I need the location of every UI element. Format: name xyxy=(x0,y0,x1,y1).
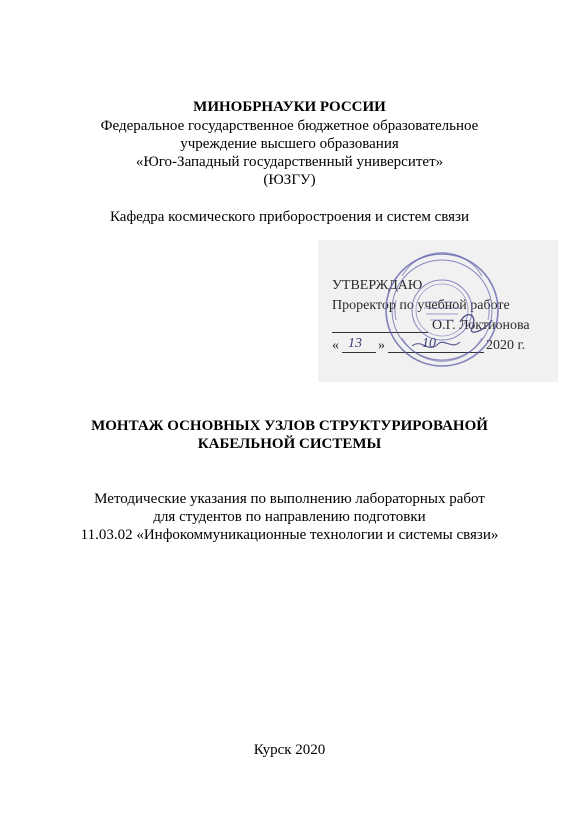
approval-heading: УТВЕРЖДАЮ xyxy=(332,278,423,293)
approval-position: Проректор по учебной работе xyxy=(332,298,510,313)
date-close-quote: » xyxy=(378,338,385,353)
description-line-3: 11.03.02 «Инфокоммуникационные технологии и системы связи» xyxy=(80,527,499,543)
document-title-line-2: КАБЕЛЬНОЙ СИСТЕМЫ xyxy=(197,436,382,452)
university-name: «Юго-Западный государственный университет» xyxy=(135,154,444,170)
official-stamp-icon xyxy=(382,250,502,370)
ministry-name: МИНОБРНАУКИ РОССИИ xyxy=(193,99,386,115)
date-year: 2020 г. xyxy=(486,338,526,353)
approval-signer: О.Г. Локтионова xyxy=(432,318,530,333)
date-month: 10 xyxy=(422,336,436,351)
city-year: Курск 2020 xyxy=(253,742,326,758)
institution-line-1: Федеральное государственное бюджетное образовательное xyxy=(100,118,479,134)
date-day: 13 xyxy=(348,336,362,351)
department-name: Кафедра космического приборостроения и систем связи xyxy=(109,209,470,225)
institution-line-2: учреждение высшего образования xyxy=(180,136,399,152)
document-title-line-1: МОНТАЖ ОСНОВНЫХ УЗЛОВ СТРУКТУРИРОВАНОЙ xyxy=(91,418,488,434)
description-line-2: для студентов по направлению подготовки xyxy=(153,509,426,525)
date-day-line xyxy=(342,352,376,353)
university-abbr: (ЮЗГУ) xyxy=(263,172,316,188)
approval-block xyxy=(318,240,558,382)
description-line-1: Методические указания по выполнению лабораторных работ xyxy=(94,491,485,507)
date-open-quote: « xyxy=(332,338,339,353)
